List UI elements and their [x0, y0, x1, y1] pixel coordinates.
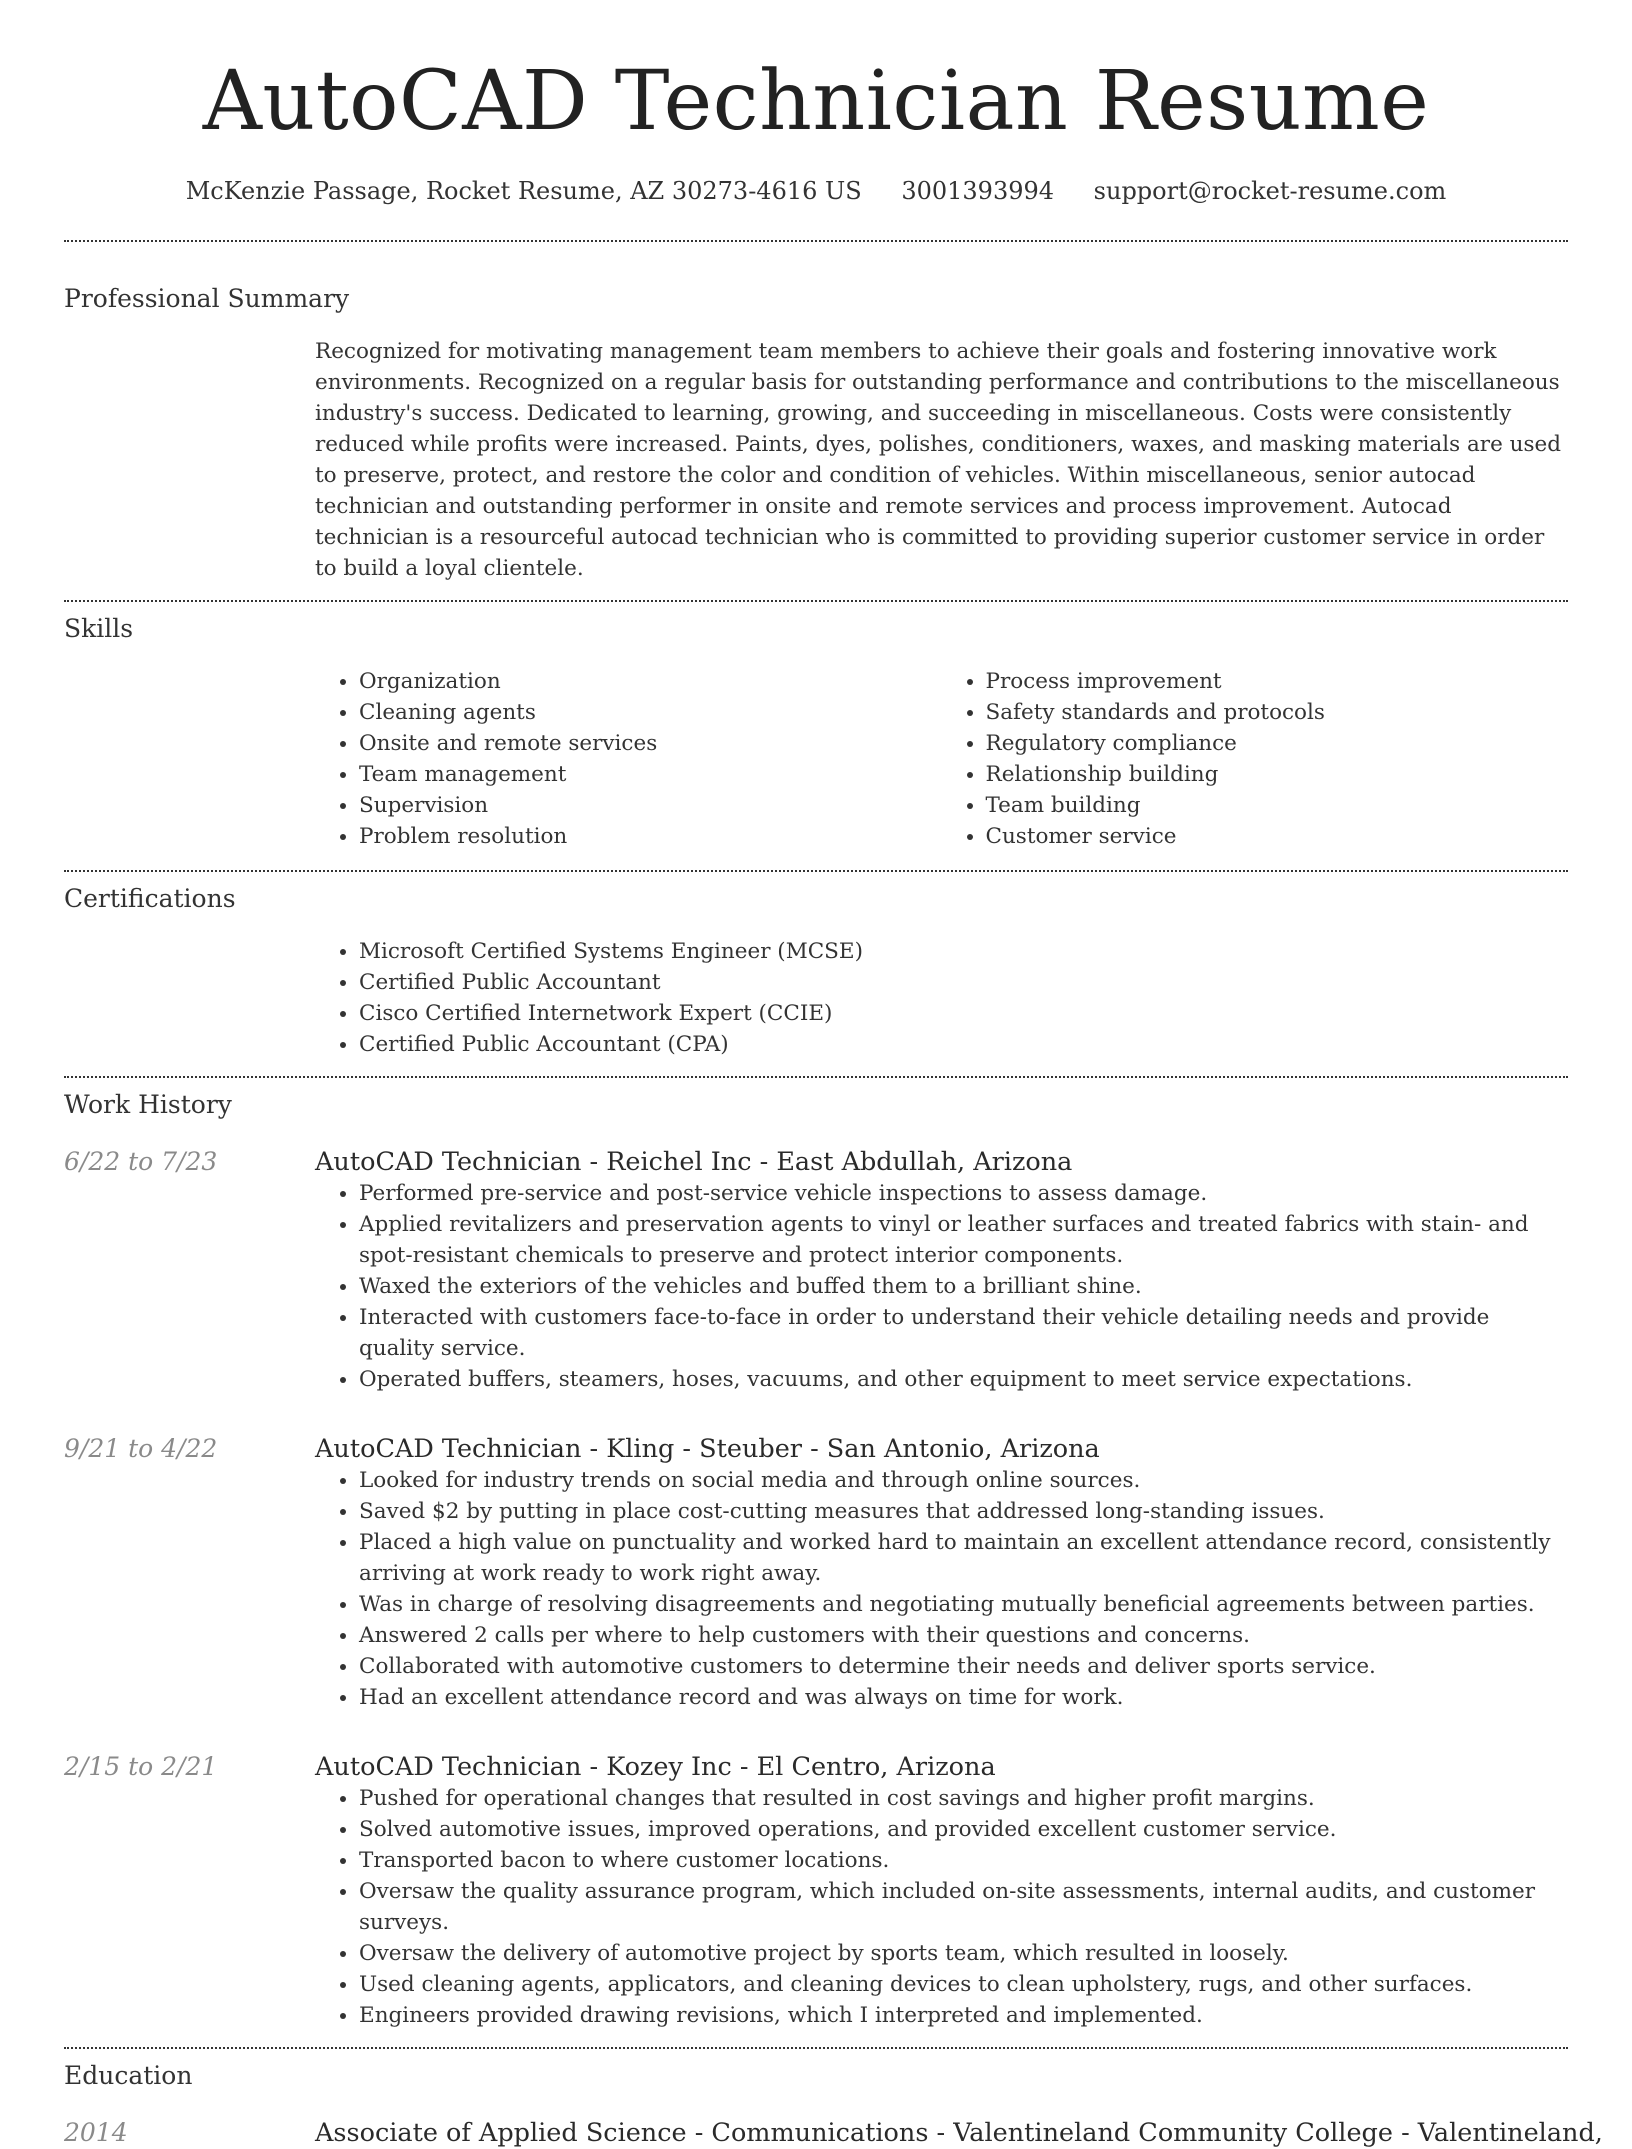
work-history-heading: Work History [64, 1090, 232, 1119]
contact-line [64, 176, 1568, 206]
job-entry [64, 1433, 1568, 1713]
list-item: • Operated buffers, steamers, hoses, vacuums, and other equipment to meet service expectations. [359, 1364, 1568, 1395]
contact-phone: 3001393994 [901, 177, 1055, 205]
skills-heading: Skills [64, 614, 134, 643]
job-bullets [315, 1178, 1568, 1395]
list-item: • Relationship building [986, 759, 1569, 790]
list-item: • Interacted with customers face-to-face in order to understand their vehicle detailing needs and provide quality service. [359, 1302, 1568, 1364]
skills-section [64, 602, 1568, 870]
list-item: • Cleaning agents [359, 697, 942, 728]
job-title: AutoCAD Technician - Kozey Inc - El Centro, Arizona [315, 1752, 996, 1782]
list-item: • Certified Public Accountant [359, 967, 1568, 998]
skills-list-left [315, 666, 942, 852]
list-item: • Oversaw the delivery of automotive project by sports team, which resulted in loosely. [359, 1938, 1568, 1969]
list-item: • Performed pre-service and post-service vehicle inspections to assess damage. [359, 1178, 1568, 1209]
job-title: AutoCAD Technician - Kling - Steuber - San Antonio, Arizona [315, 1434, 1100, 1464]
education-title: Associate of Applied Science - Communications - Valentineland Community College - Valentineland, [315, 2118, 1603, 2148]
summary-heading: Professional Summary [64, 284, 350, 313]
list-item: • Collaborated with automotive customers to determine their needs and deliver sports service. [359, 1651, 1568, 1682]
list-item: • Oversaw the quality assurance program, which included on-site assessments, internal audits, and customer surveys. [359, 1876, 1568, 1938]
certifications-heading: Certifications [64, 884, 236, 913]
list-item: • Pushed for operational changes that resulted in cost savings and higher profit margins. [359, 1783, 1568, 1814]
job-bullets [315, 1465, 1568, 1713]
job-main [315, 1433, 1568, 1713]
certifications-section [64, 872, 1568, 1076]
list-item: • Team management [359, 759, 942, 790]
list-item: • Problem resolution [359, 821, 942, 852]
education-heading: Education [64, 2061, 193, 2090]
list-item: • Saved $2 by putting in place cost-cutting measures that addressed long-standing issues. [359, 1496, 1568, 1527]
summary-text: Recognized for motivating management team members to achieve their goals and fostering innovative work environments. Recognized on a regular basis for outstanding performance and contributions to the miscellaneous industry's success. Dedicated to learning, growing, and succeeding in miscellaneous. Costs were consistently reduced while profits were increased. Paints, dyes, polishes, conditioners, waxes, and masking materials are used to preserve, protect, and restore the color and condition of vehicles. Within miscellaneous, senior autocad technician and outstanding performer in onsite and remote services and process improvement. Autocad technician is a resourceful autocad technician who is committed to providing superior customer service in order to build a loyal clientele. [315, 339, 1561, 581]
job-entry [64, 1751, 1568, 2031]
list-item: • Safety standards and protocols [986, 697, 1569, 728]
job-dates: 2/15 to 2/21 [64, 1752, 218, 1781]
job-dates: 6/22 to 7/23 [64, 1147, 218, 1176]
contact-address: McKenzie Passage, Rocket Resume, AZ 30273-4616 US [185, 177, 862, 205]
job-main [315, 1146, 1568, 1395]
divider [64, 240, 1568, 242]
list-item: • Supervision [359, 790, 942, 821]
job-main [315, 1751, 1568, 2031]
work-history-section [64, 1078, 1568, 2047]
education-entry [64, 2117, 1603, 2149]
list-item: • Regulatory compliance [986, 728, 1569, 759]
skills-columns [315, 666, 1568, 852]
list-item: • Had an excellent attendance record and was always on time for work. [359, 1682, 1568, 1713]
education-main [315, 2117, 1603, 2149]
job-bullets [315, 1783, 1568, 2031]
skills-list-right [942, 666, 1569, 852]
resume-title: AutoCAD Technician Resume [202, 54, 1430, 149]
job-dates: 9/21 to 4/22 [64, 1434, 218, 1463]
education-date: 2014 [64, 2118, 128, 2147]
job-entry [64, 1146, 1568, 1395]
job-title: AutoCAD Technician - Reichel Inc - East Abdullah, Arizona [315, 1147, 1073, 1177]
list-item: • Certified Public Accountant (CPA) [359, 1029, 1568, 1060]
list-item: • Answered 2 calls per where to help customers with their questions and concerns. [359, 1620, 1568, 1651]
list-item: • Waxed the exteriors of the vehicles and buffed them to a brilliant shine. [359, 1271, 1568, 1302]
list-item: • Placed a high value on punctuality and worked hard to maintain an excellent attendance record, consistently arriving at work ready to work right away. [359, 1527, 1568, 1589]
certifications-list [315, 936, 1568, 1060]
list-item: • Cisco Certified Internetwork Expert (CCIE) [359, 998, 1568, 1029]
list-item: • Was in charge of resolving disagreements and negotiating mutually beneficial agreements between parties. [359, 1589, 1568, 1620]
list-item: • Engineers provided drawing revisions, which I interpreted and implemented. [359, 2000, 1568, 2031]
contact-email: support@rocket-resume.com [1093, 177, 1447, 205]
list-item: • Process improvement [986, 666, 1569, 697]
list-item: • Applied revitalizers and preservation agents to vinyl or leather surfaces and treated fabrics with stain- and spot-resistant chemicals to preserve and protect interior components. [359, 1209, 1568, 1271]
education-section [64, 2049, 1603, 2149]
summary-section [64, 284, 1568, 600]
list-item: • Solved automotive issues, improved operations, and provided excellent customer service. [359, 1814, 1568, 1845]
list-item: • Transported bacon to where customer locations. [359, 1845, 1568, 1876]
list-item: • Organization [359, 666, 942, 697]
list-item: • Looked for industry trends on social media and through online sources. [359, 1465, 1568, 1496]
list-item: • Onsite and remote services [359, 728, 942, 759]
list-item: • Team building [986, 790, 1569, 821]
list-item: • Used cleaning agents, applicators, and cleaning devices to clean upholstery, rugs, and other surfaces. [359, 1969, 1568, 2000]
certifications-body [315, 936, 1568, 1060]
list-item: • Microsoft Certified Systems Engineer (MCSE) [359, 936, 1568, 967]
list-item: • Customer service [986, 821, 1569, 852]
